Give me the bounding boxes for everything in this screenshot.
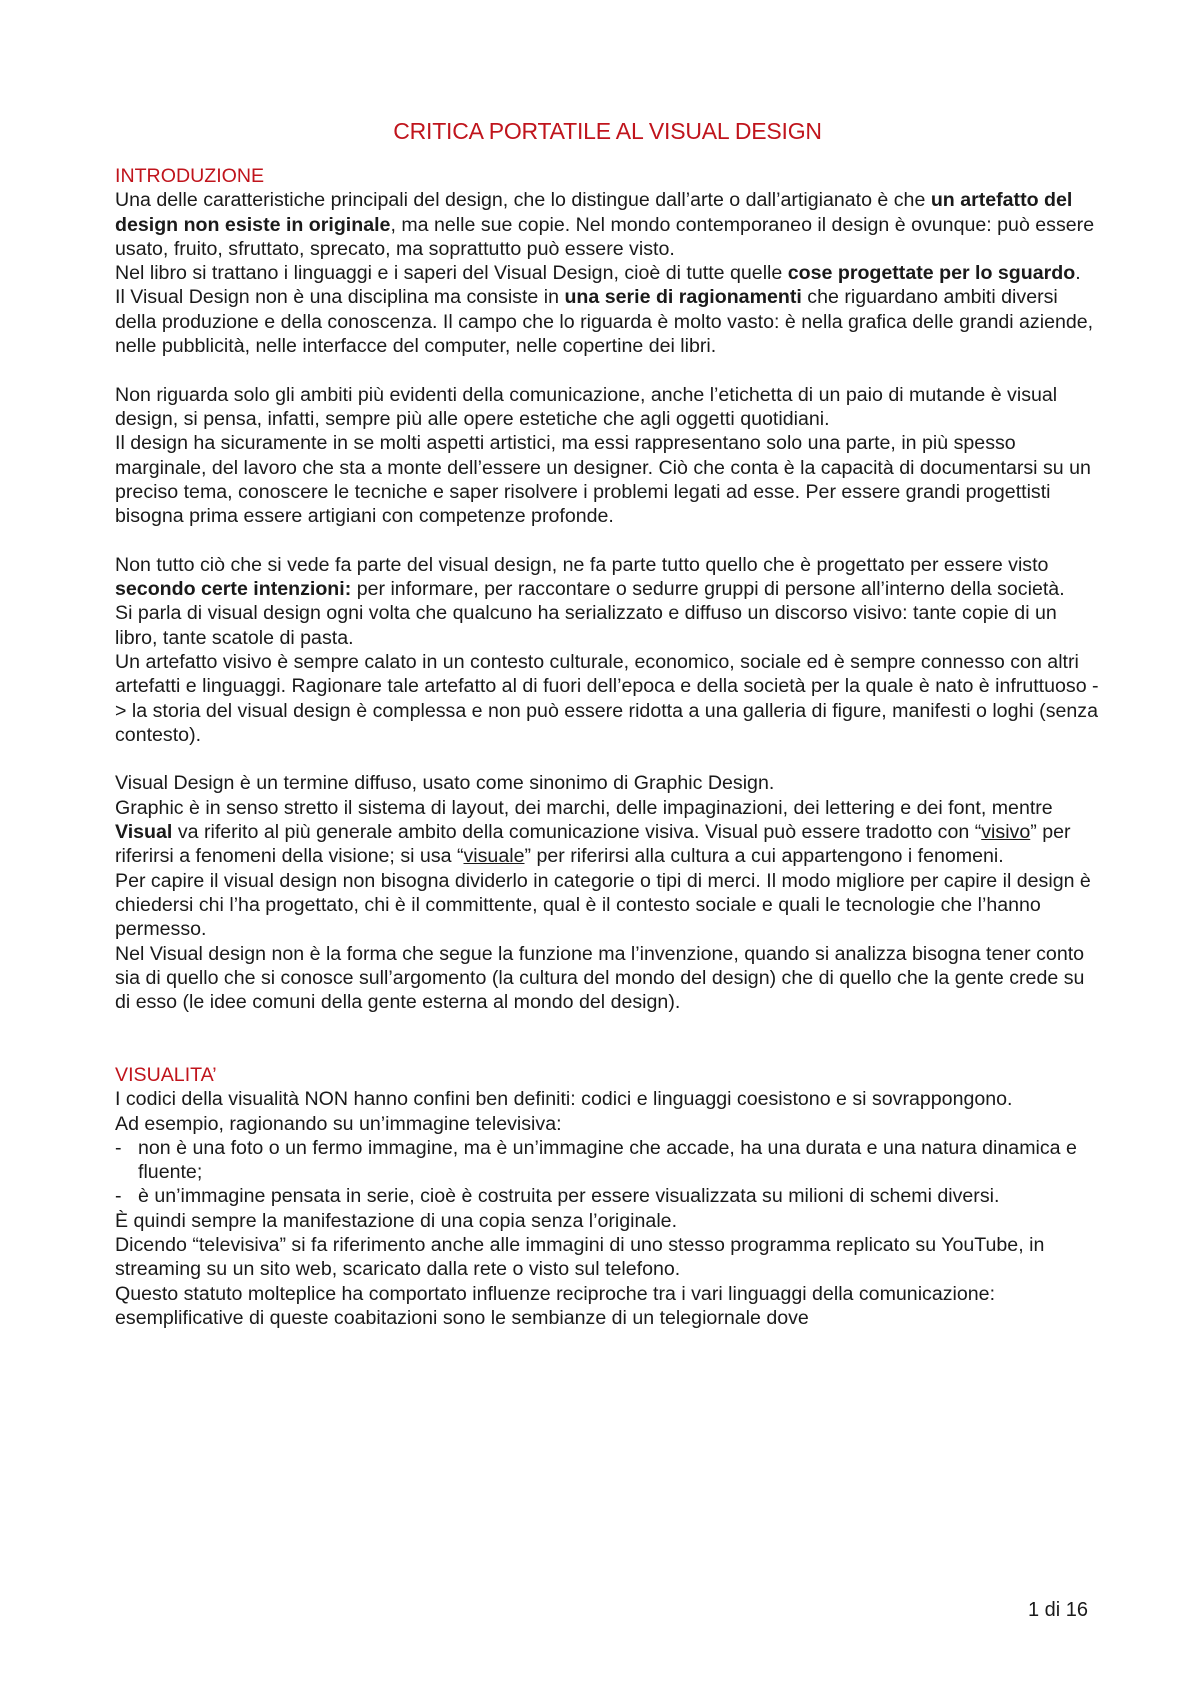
paragraph	[115, 796, 1100, 869]
text-run: ” per riferirsi alla cultura a cui appartengono i fenomeni.	[524, 845, 1004, 868]
text-run: Graphic è in senso stretto il sistema di layout, dei marchi, delle impaginazioni, dei lettering e dei font, mentre	[115, 796, 1053, 819]
text-run: Non riguarda solo gli ambiti più evidenti della comunicazione, anche l’etichetta di un paio di mutande è visual design, si pensa, infatti, sempre più alle opere estetiche che agli oggetti quotidiani.	[115, 383, 1058, 430]
page-number: 1 di 16	[1027, 1599, 1088, 1621]
section-heading-visualita: VISUALITA’	[115, 1063, 217, 1086]
text-run: è un’immagine pensata in serie, cioè è costruita per essere visualizzata su milioni di schemi diversi.	[138, 1185, 1000, 1208]
text-run: Un artefatto visivo è sempre calato in un contesto culturale, economico, sociale ed è sempre connesso con altri artefatti e linguaggi. Ragionare tale artefatto al di fuori dell’epoca e della società per la quale è nato è infruttuoso -> la storia del visual design è complessa e non può essere ridotta a una galleria di figure, manifesti o loghi (senza contesto).	[115, 650, 1099, 746]
paragraph-spacer	[115, 358, 1100, 382]
text-run: che riguardano ambiti diversi della produzione e della conoscenza. Il campo che lo riguarda è molto vasto: è nella grafica delle grandi aziende, nelle pubblicità, nelle interfacce del computer, nelle copertine dei libri.	[115, 286, 1094, 358]
paragraph	[115, 869, 1100, 942]
text-run: Nel libro si trattano i linguaggi e i saperi del Visual Design, cioè di tutte quelle	[115, 262, 788, 285]
paragraph	[115, 942, 1100, 1015]
paragraph	[115, 553, 1100, 602]
text-run: Per capire il visual design non bisogna dividerlo in categorie o tipi di merci. Il modo migliore per capire il design è chiedersi chi l’ha progettato, chi è il committente, qual è il contesto sociale e quali le tecnologie che l’hanno permesso.	[115, 869, 1091, 941]
section-spacer	[115, 1014, 1100, 1063]
bold-text: Visual	[115, 821, 173, 844]
text-run: Non tutto ciò che si vede fa parte del visual design, ne fa parte tutto quello che è progettato per essere visto	[115, 553, 1049, 576]
text-run: Nel Visual design non è la forma che segue la funzione ma l’invenzione, quando si analizza bisogna tener conto sia di quello che si conosce sull’argomento (la cultura del mondo del design) che di quello che la gente crede su di esso (le idee comuni della gente esterna al mondo del design).	[115, 942, 1085, 1014]
paragraph	[115, 650, 1100, 747]
paragraph	[115, 285, 1100, 358]
list-item	[115, 1136, 1100, 1185]
paragraph	[115, 771, 1100, 795]
paragraph	[115, 1209, 1100, 1233]
page-content	[115, 116, 1100, 1330]
paragraph-spacer	[115, 747, 1100, 771]
bold-text: un artefatto del design non esiste in originale	[115, 189, 1073, 236]
paragraph	[115, 1282, 1100, 1331]
text-run: ” per riferirsi a fenomeni della visione; si usa “	[115, 821, 1071, 868]
text-run: Il Visual Design non è una disciplina ma consiste in	[115, 286, 565, 309]
paragraph	[115, 261, 1100, 285]
text-run: Questo statuto molteplice ha comportato influenze reciproche tra i vari linguaggi della comunicazione: esemplificative di queste coabitazioni sono le sembianze di un telegiornale dove	[115, 1282, 996, 1329]
paragraph	[115, 431, 1100, 528]
paragraph-spacer	[115, 528, 1100, 552]
paragraph	[115, 383, 1100, 432]
paragraph	[115, 1233, 1100, 1282]
paragraph	[115, 1087, 1100, 1111]
text-run: , ma nelle sue copie. Nel mondo contemporaneo il design è ovunque: può essere usato, fruito, sfruttato, sprecato, ma soprattutto può essere visto.	[115, 213, 1095, 260]
underlined-text: visuale	[463, 845, 525, 868]
dash-list	[115, 1136, 1100, 1209]
text-run: per informare, per raccontare o sedurre gruppi di persone all’interno della società.	[351, 578, 1065, 601]
text-run: non è una foto o un fermo immagine, ma è un’immagine che accade, ha una durata e una natura dinamica e fluente;	[138, 1136, 1077, 1184]
text-run: Ad esempio, ragionando su un’immagine televisiva:	[115, 1112, 562, 1135]
bold-text: cose progettate per lo sguardo	[787, 262, 1076, 285]
paragraph	[115, 188, 1100, 261]
section-visualita	[115, 1063, 1100, 1330]
text-run: Si parla di visual design ogni volta che qualcuno ha serializzato e diffuso un discorso visivo: tante copie di un libro, tante scatole di pasta.	[115, 602, 1057, 649]
text-run: Visual Design è un termine diffuso, usato come sinonimo di Graphic Design.	[115, 772, 775, 795]
bold-text: una serie di ragionamenti	[564, 286, 802, 309]
paragraph	[115, 601, 1100, 650]
text-run: I codici della visualità NON hanno confini ben definiti: codici e linguaggi coesistono e si sovrappongono.	[115, 1088, 1013, 1111]
section-heading-introduzione: INTRODUZIONE	[115, 165, 265, 187]
text-run: Il design ha sicuramente in se molti aspetti artistici, ma essi rappresentano solo una parte, in più spesso marginale, del lavoro che sta a monte dell’essere un designer. Ciò che conta è la capacità di documentarsi su un preciso tema, conoscere le tecniche e saper risolvere i problemi legati ad esse. Per essere grandi progettisti bisogna prima essere artigiani con competenze profonde.	[115, 432, 1091, 528]
section-introduzione	[115, 164, 1100, 1014]
document-title: CRITICA PORTATILE AL VISUAL DESIGN	[393, 118, 822, 144]
text-run: È quindi sempre la manifestazione di una copia senza l’originale.	[115, 1209, 678, 1232]
list-item	[115, 1184, 1100, 1208]
underlined-text: visivo	[981, 821, 1031, 844]
text-run: va riferito al più generale ambito della comunicazione visiva. Visual può essere tradotto con “	[172, 821, 982, 844]
paragraph	[115, 1112, 1100, 1136]
bold-text: secondo certe intenzioni:	[115, 578, 352, 601]
text-run: .	[1075, 262, 1081, 285]
text-run: Una delle caratteristiche principali del design, che lo distingue dall’arte o dall’artigianato è che	[115, 189, 931, 212]
text-run: Dicendo “televisiva” si fa riferimento anche alle immagini di uno stesso programma replicato su YouTube, in streaming su un sito web, scaricato dalla rete o visto sul telefono.	[115, 1234, 1045, 1281]
